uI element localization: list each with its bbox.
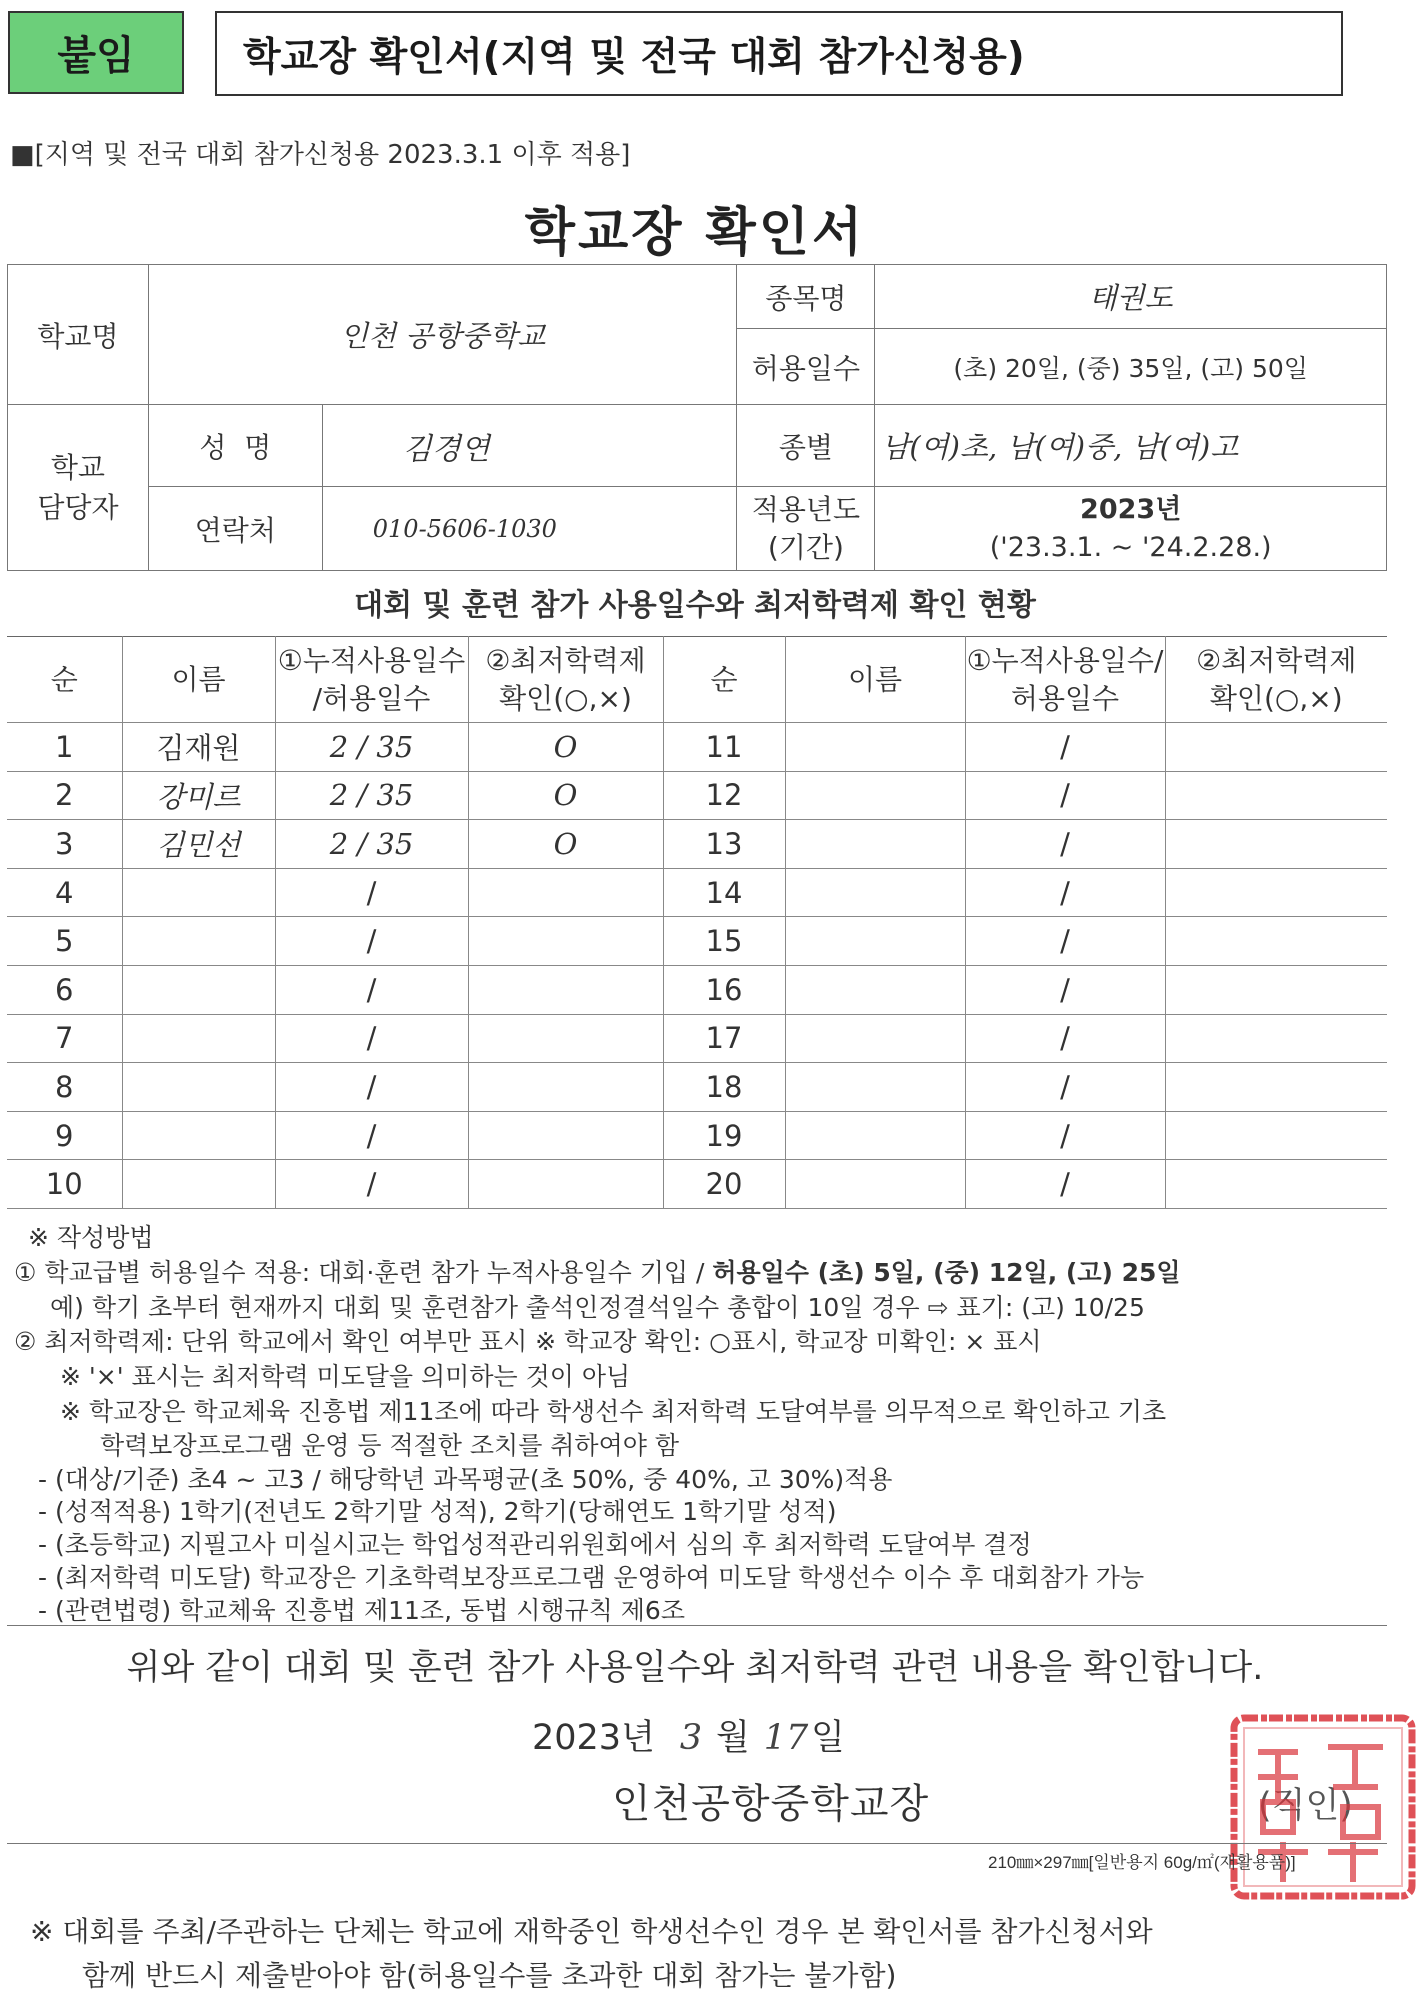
check-cell <box>1165 771 1387 820</box>
name-cell <box>785 965 965 1014</box>
name-cell: 김재원 <box>122 723 275 772</box>
allowed-days-value: (초) 20일, (중) 35일, (고) 50일 <box>875 329 1387 405</box>
days-cell: / <box>275 1111 468 1160</box>
seq-cell: 7 <box>7 1014 122 1063</box>
seq-cell: 20 <box>663 1160 785 1209</box>
header-title-box <box>215 11 1343 96</box>
seq-cell: 5 <box>7 917 122 966</box>
check-cell <box>1165 820 1387 869</box>
seq-cell: 8 <box>7 1063 122 1112</box>
header-check-2: ②최저학력제 확인(○,×) <box>1165 637 1387 723</box>
table-row <box>7 723 1387 772</box>
header-days-1: ①누적사용일수 /허용일수 <box>275 637 468 723</box>
header-seq-1: 순 <box>7 637 122 723</box>
check-cell <box>468 868 663 917</box>
table-row <box>7 1111 1387 1160</box>
header-title: 학교장 확인서(지역 및 전국 대회 참가신청용) <box>243 34 1025 80</box>
paper-spec: 210㎜×297㎜[일반용지 60g/㎡(재활용품)] <box>988 1853 1296 1872</box>
note-4-cont: 학력보장프로그램 운영 등 적절한 조치를 취하여야 함 <box>100 1431 679 1460</box>
note-3: ※ '×' 표시는 최저학력 미도달을 의미하는 것이 아님 <box>60 1362 631 1391</box>
date-day: 17 <box>763 1718 809 1758</box>
days-cell: / <box>275 1063 468 1112</box>
gender-label: 종별 <box>737 405 875 487</box>
date-day-unit: 일 <box>810 1718 845 1758</box>
name-cell: 강미르 <box>122 771 275 820</box>
name-cell <box>122 1160 275 1209</box>
check-cell <box>1165 1111 1387 1160</box>
manager-label: 학교 담당자 <box>8 405 149 571</box>
days-cell: / <box>275 1014 468 1063</box>
table-row <box>7 1014 1387 1063</box>
seq-cell: 18 <box>663 1063 785 1112</box>
check-cell <box>468 1160 663 1209</box>
table-row <box>7 1160 1387 1209</box>
name-cell <box>785 1063 965 1112</box>
name-cell <box>785 723 965 772</box>
days-cell: / <box>965 1160 1165 1209</box>
note-1-bold: 허용일수 (초) 5일, (중) 12일, (고) 25일 <box>712 1258 1181 1287</box>
notes-heading: ※ 작성방법 <box>28 1223 154 1252</box>
days-cell: 2 / 35 <box>275 771 468 820</box>
check-cell <box>468 1111 663 1160</box>
check-cell <box>1165 1014 1387 1063</box>
contact-value: 010-5606-1030 <box>322 487 737 571</box>
table-row <box>7 1063 1387 1112</box>
seq-cell: 14 <box>663 868 785 917</box>
detail-1: - (대상/기준) 초4 ~ 고3 / 해당학년 과목평균(초 50%, 중 40%, 고 30%)적용 <box>38 1465 893 1494</box>
seq-cell: 9 <box>7 1111 122 1160</box>
note-1-text: ① 학교급별 허용일수 적용: 대회·훈련 참가 누적사용일수 기입 / <box>14 1258 713 1287</box>
detail-4: - (최저학력 미도달) 학교장은 기초학력보장프로그램 운영하여 미도달 학생선수 이수 후 대회참가 가능 <box>38 1563 1145 1592</box>
divider-top <box>7 1625 1387 1626</box>
name-label: 성 명 <box>148 405 322 487</box>
name-cell <box>785 868 965 917</box>
attachment-badge <box>8 11 184 94</box>
section-title: 대회 및 훈련 참가 사용일수와 최저학력제 확인 현황 <box>354 588 1036 623</box>
period-value: ('23.3.1. ~ '24.2.28.) <box>989 531 1272 563</box>
info-table <box>7 264 1387 571</box>
check-cell <box>1165 1160 1387 1209</box>
seq-cell: 12 <box>663 771 785 820</box>
detail-2: - (성적적용) 1학기(전년도 2학기말 성적), 2학기(당해연도 1학기말 성적) <box>38 1497 837 1526</box>
name-cell <box>785 1111 965 1160</box>
name-cell <box>122 917 275 966</box>
check-cell: O <box>468 723 663 772</box>
days-cell: / <box>965 771 1165 820</box>
name-cell <box>785 820 965 869</box>
days-cell: / <box>965 820 1165 869</box>
badge-label: 붙임 <box>57 33 135 79</box>
sport-label: 종목명 <box>737 265 875 329</box>
note-1-example: 예) 학기 초부터 현재까지 대회 및 훈련참가 출석인정결석일수 총합이 10일 경우 ⇨ 표기: (고) 10/25 <box>50 1293 1145 1322</box>
date-year: 2023년 <box>532 1718 655 1758</box>
name-cell <box>122 965 275 1014</box>
days-cell: / <box>965 868 1165 917</box>
check-cell <box>1165 965 1387 1014</box>
seq-cell: 13 <box>663 820 785 869</box>
header-name-2: 이름 <box>785 637 965 723</box>
days-cell: / <box>965 1111 1165 1160</box>
name-value: 김경연 <box>322 405 737 487</box>
check-cell: O <box>468 820 663 869</box>
gender-value: 남(여)초, 남(여)중, 남(여)고 <box>875 405 1387 487</box>
name-cell: 김민선 <box>122 820 275 869</box>
seq-cell: 16 <box>663 965 785 1014</box>
date-line <box>532 1710 845 1760</box>
contact-label: 연락처 <box>148 487 322 571</box>
days-cell: / <box>965 1063 1165 1112</box>
check-cell <box>468 1063 663 1112</box>
header-days-2: ①누적사용일수/ 허용일수 <box>965 637 1165 723</box>
name-cell <box>785 917 965 966</box>
table-row <box>7 771 1387 820</box>
name-cell <box>122 1111 275 1160</box>
name-cell <box>785 1160 965 1209</box>
days-cell: / <box>965 723 1165 772</box>
seal-label: (직인) <box>1258 1786 1353 1826</box>
check-cell: O <box>468 771 663 820</box>
detail-5: - (관련법령) 학교체육 진흥법 제11조, 동법 시행규칙 제6조 <box>38 1596 685 1625</box>
seq-cell: 3 <box>7 820 122 869</box>
table-row <box>7 820 1387 869</box>
official-seal-icon <box>1228 1712 1418 1902</box>
footer-note-cont: 함께 반드시 제출받아야 함(허용일수를 초과한 대회 참가는 불가함) <box>82 1959 897 1992</box>
name-cell <box>122 1014 275 1063</box>
check-cell <box>468 917 663 966</box>
seq-cell: 4 <box>7 868 122 917</box>
check-cell <box>1165 917 1387 966</box>
name-cell <box>122 1063 275 1112</box>
school-value: 인천 공항중학교 <box>148 265 737 405</box>
principal-name: 인천공항중학교장 <box>612 1781 930 1827</box>
days-cell: / <box>965 1014 1165 1063</box>
note-2: ② 최저학력제: 단위 학교에서 확인 여부만 표시 ※ 학교장 확인: ○표시, 학교장 미확인: × 표시 <box>14 1327 1042 1356</box>
header-name-1: 이름 <box>122 637 275 723</box>
date-month-unit: 월 <box>716 1718 750 1758</box>
seq-cell: 2 <box>7 771 122 820</box>
check-cell <box>468 965 663 1014</box>
days-cell: 2 / 35 <box>275 820 468 869</box>
year-label: 적용년도 (기간) <box>737 487 875 571</box>
check-cell <box>1165 723 1387 772</box>
days-cell: 2 / 35 <box>275 723 468 772</box>
seq-cell: 1 <box>7 723 122 772</box>
allowed-days-label: 허용일수 <box>737 329 875 405</box>
seq-cell: 6 <box>7 965 122 1014</box>
check-cell <box>1165 1063 1387 1112</box>
check-cell <box>1165 868 1387 917</box>
header-seq-2: 순 <box>663 637 785 723</box>
divider-bottom <box>7 1843 1387 1844</box>
days-cell: / <box>275 965 468 1014</box>
seq-cell: 10 <box>7 1160 122 1209</box>
note-4: ※ 학교장은 학교체육 진흥법 제11조에 따라 학생선수 최저학력 도달여부를 의무적으로 확인하고 기초 <box>60 1397 1167 1426</box>
year-cell <box>875 487 1387 571</box>
days-cell: / <box>965 965 1165 1014</box>
seq-cell: 17 <box>663 1014 785 1063</box>
participation-table <box>7 636 1387 1209</box>
table-row <box>7 868 1387 917</box>
sport-value: 태권도 <box>875 265 1387 329</box>
document-title: 학교장 확인서 <box>524 203 866 263</box>
seq-cell: 15 <box>663 917 785 966</box>
table-row <box>7 917 1387 966</box>
footer-note: ※ 대회를 주최/주관하는 단체는 학교에 재학중인 학생선수인 경우 본 확인서를 참가신청서와 <box>30 1915 1153 1948</box>
year-value: 2023년 <box>1080 493 1182 525</box>
seq-cell: 19 <box>663 1111 785 1160</box>
school-label: 학교명 <box>8 265 149 405</box>
subheader: ■[지역 및 전국 대회 참가신청용 2023.3.1 이후 적용] <box>10 140 631 170</box>
detail-3: - (초등학교) 지필고사 미실시교는 학업성적관리위원회에서 심의 후 최저학력 도달여부 결정 <box>38 1530 1032 1559</box>
confirm-statement: 위와 같이 대회 및 훈련 참가 사용일수와 최저학력 관련 내용을 확인합니다. <box>126 1648 1264 1688</box>
name-cell <box>785 1014 965 1063</box>
note-1 <box>14 1253 1181 1289</box>
seq-cell: 11 <box>663 723 785 772</box>
name-cell <box>122 868 275 917</box>
name-cell <box>785 771 965 820</box>
days-cell: / <box>965 917 1165 966</box>
days-cell: / <box>275 917 468 966</box>
date-month: 3 <box>679 1718 703 1758</box>
days-cell: / <box>275 1160 468 1209</box>
header-check-1: ②최저학력제 확인(○,×) <box>468 637 663 723</box>
check-cell <box>468 1014 663 1063</box>
table-row <box>7 965 1387 1014</box>
days-cell: / <box>275 868 468 917</box>
